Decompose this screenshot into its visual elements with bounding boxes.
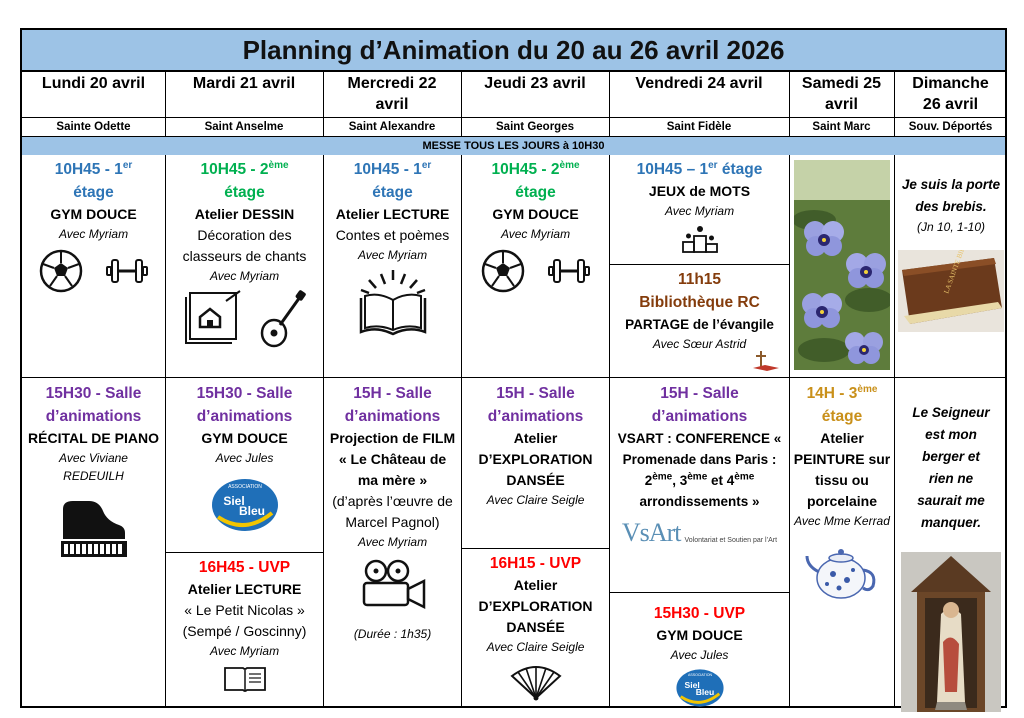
morning-friday-games [610, 156, 789, 264]
activity-name: Atelier D’EXPLORATION DANSÉE [478, 577, 593, 635]
activity-host: Avec Myriam [209, 269, 280, 283]
dumbbell-icon [547, 256, 591, 286]
activity-name: Atelier PEINTURE sur tissu ou porcelaine [793, 430, 891, 509]
activity-detail: « Le Petit Nicolas » (Sempé / Goscinny) [182, 602, 307, 639]
activity-name: Atelier D’EXPLORATION DANSÉE [478, 430, 593, 488]
afternoon-tuesday-reading [166, 554, 323, 706]
time-label: 15H30 - Salle d’animations [196, 385, 293, 425]
day-header-monday: Lundi 20 avril [41, 75, 146, 92]
bible-cover-text: LA SAINTE BIBLE [942, 250, 970, 295]
svg-text:ASSOCIATION: ASSOCIATION [687, 672, 712, 677]
afternoon-sunday [895, 380, 1007, 706]
activity-host: Avec Myriam [357, 535, 428, 549]
activity-name: RÉCITAL DE PIANO [28, 430, 159, 446]
afternoon-friday-gym [610, 600, 789, 706]
bible-quote: Je suis la porte des brebis. [901, 177, 1001, 214]
bible-quote: Le Seigneur est mon berger et rien ne saurait me manquer. [912, 405, 990, 530]
time-label: 15H30 - Salle d’animations [45, 385, 142, 425]
schedule-frame [20, 28, 1007, 708]
morning-thursday [462, 156, 609, 376]
grand-piano-icon [59, 499, 129, 561]
hand-fan-icon [508, 662, 564, 702]
activity-name: JEUX de MOTS [648, 183, 751, 199]
activity-detail: (d’après l’œuvre de Marcel Pagnol) [332, 493, 453, 530]
day-header-sunday: Dimanche 26 avril [912, 75, 989, 113]
bible-reference: (Jn 10, 1-10) [916, 220, 986, 234]
afternoon-wednesday [324, 380, 461, 706]
time-label: 16H45 - UVP [198, 559, 291, 576]
activity-host: Avec Jules [215, 451, 274, 465]
jesus-statue-shrine-image [901, 552, 1001, 712]
svg-text:Bleu: Bleu [238, 504, 265, 518]
svg-text:Siel: Siel [684, 680, 700, 690]
afternoon-monday [22, 380, 165, 706]
time-label: 10H45 - 1er étage [54, 159, 133, 201]
book-icon [223, 664, 267, 694]
activity-name: GYM DOUCE [656, 627, 743, 643]
activity-host: Avec Claire Seigle [486, 493, 585, 507]
activity-host: Avec Mme Kerrad [794, 514, 890, 528]
time-label: 11h15 [677, 271, 722, 288]
morning-saturday-picture [790, 156, 894, 377]
activity-name: GYM DOUCE [50, 206, 137, 222]
day-header-tuesday: Mardi 21 avril [192, 75, 296, 92]
activity-detail: Contes et poèmes [335, 227, 450, 243]
bible-cross-icon [751, 350, 781, 372]
film-camera-icon [358, 559, 428, 611]
day-header-friday: Vendredi 24 avril [635, 75, 763, 92]
morning-friday-gospel [610, 266, 789, 376]
svg-text:Bleu: Bleu [695, 687, 714, 698]
activity-host: Avec Myriam [209, 644, 280, 658]
cell-divider [610, 264, 789, 265]
time-label: 14H - 3ème étage [806, 383, 878, 425]
saint-tuesday: Saint Anselme [204, 121, 284, 133]
cell-divider [462, 548, 609, 549]
time-label: 15H - Salle d’animations [344, 385, 441, 425]
saint-monday: Sainte Odette [56, 121, 131, 133]
activity-host: Avec Myriam [357, 248, 428, 262]
pansy-flowers-image [794, 160, 890, 370]
svg-text:ASSOCIATION: ASSOCIATION [227, 484, 262, 490]
time-label: 15H - Salle d’animations [487, 385, 584, 425]
time-label: 10H45 - 2ème étage [491, 159, 580, 201]
afternoon-saturday [790, 380, 894, 706]
teapot-image [803, 538, 881, 604]
film-duration: (Durée : 1h35) [353, 627, 432, 641]
saint-wednesday: Saint Alexandre [348, 121, 436, 133]
vsart-logo-subtitle: Volontariat et Soutien par l’Art [684, 537, 778, 544]
saint-friday: Saint Fidèle [666, 121, 732, 133]
time-label: 10H45 - 2ème étage [200, 159, 289, 201]
afternoon-tuesday-gym [166, 380, 323, 552]
activity-name: Atelier LECTURE [335, 206, 450, 222]
activity-name: GYM DOUCE [492, 206, 579, 222]
activity-host: Avec Myriam [58, 227, 129, 241]
activity-host: Avec Jules [670, 648, 729, 662]
activity-host: Avec Sœur Astrid [652, 337, 747, 351]
saint-sunday: Souv. Déportés [908, 121, 993, 133]
location-label: Bibliothèque RC [639, 294, 760, 311]
time-label: 10H45 – 1er étage [636, 159, 763, 178]
activity-host: Avec Claire Seigle [486, 640, 585, 654]
page-title: Planning d’Animation du 20 au 26 avril 2026 [22, 30, 1005, 72]
vsart-logo [613, 518, 786, 548]
time-label: 15H30 - UVP [653, 605, 746, 622]
afternoon-friday-conference [610, 380, 789, 592]
mass-banner: MESSE TOUS LES JOURS à 10H30 [22, 137, 1005, 155]
siel-bleu-logo [210, 477, 280, 533]
activity-host: Avec Myriam [664, 204, 735, 218]
day-header-wednesday: Mercredi 22 avril [347, 75, 437, 113]
holy-bible-image [898, 250, 1004, 332]
morning-monday [22, 156, 165, 376]
siel-bleu-logo [674, 668, 726, 708]
time-label: 16H15 - UVP [489, 555, 582, 572]
vsart-logo-text: VsArt [621, 518, 681, 547]
row-divider [22, 377, 1005, 378]
afternoon-thursday-dance-2 [462, 550, 609, 706]
cell-divider [610, 592, 789, 593]
afternoon-thursday-dance-1 [462, 380, 609, 548]
guitar-icon [258, 289, 308, 349]
day-header-thursday: Jeudi 23 avril [484, 75, 586, 92]
time-label: 10H45 - 1er étage [353, 159, 432, 201]
soccer-ball-icon [481, 249, 525, 293]
time-label: 15H - Salle d’animations [651, 385, 748, 425]
activity-name: PARTAGE de l’évangile [625, 317, 774, 332]
activity-name: Atelier LECTURE [187, 581, 302, 597]
drawing-plan-icon [182, 289, 244, 349]
day-header-saturday: Samedi 25 avril [801, 75, 882, 113]
cell-divider [166, 552, 323, 553]
morning-tuesday [166, 156, 323, 376]
svg-text:Siel: Siel [222, 494, 245, 508]
dumbbell-icon [105, 256, 149, 286]
activity-name: GYM DOUCE [201, 430, 288, 446]
saint-saturday: Saint Marc [812, 121, 871, 133]
morning-sunday [895, 156, 1007, 377]
activity-host: Avec Viviane REDEUILH [59, 451, 128, 483]
soccer-ball-icon [39, 249, 83, 293]
activity-host: Avec Myriam [500, 227, 571, 241]
film-title: « Le Château de ma mère » [338, 451, 447, 488]
activity-name: VSART : CONFERENCE « Promenade dans Paris : 2ème, 3ème et 4ème arrondissements » [617, 431, 782, 509]
open-book-icon [353, 266, 433, 340]
activity-name: Atelier DESSIN [194, 206, 295, 222]
activity-name: Projection de FILM [329, 430, 456, 446]
saint-thursday: Saint Georges [496, 121, 574, 133]
podium-icon [680, 224, 720, 254]
morning-wednesday [324, 156, 461, 376]
activity-detail: Décoration des classeurs de chants [182, 227, 307, 264]
